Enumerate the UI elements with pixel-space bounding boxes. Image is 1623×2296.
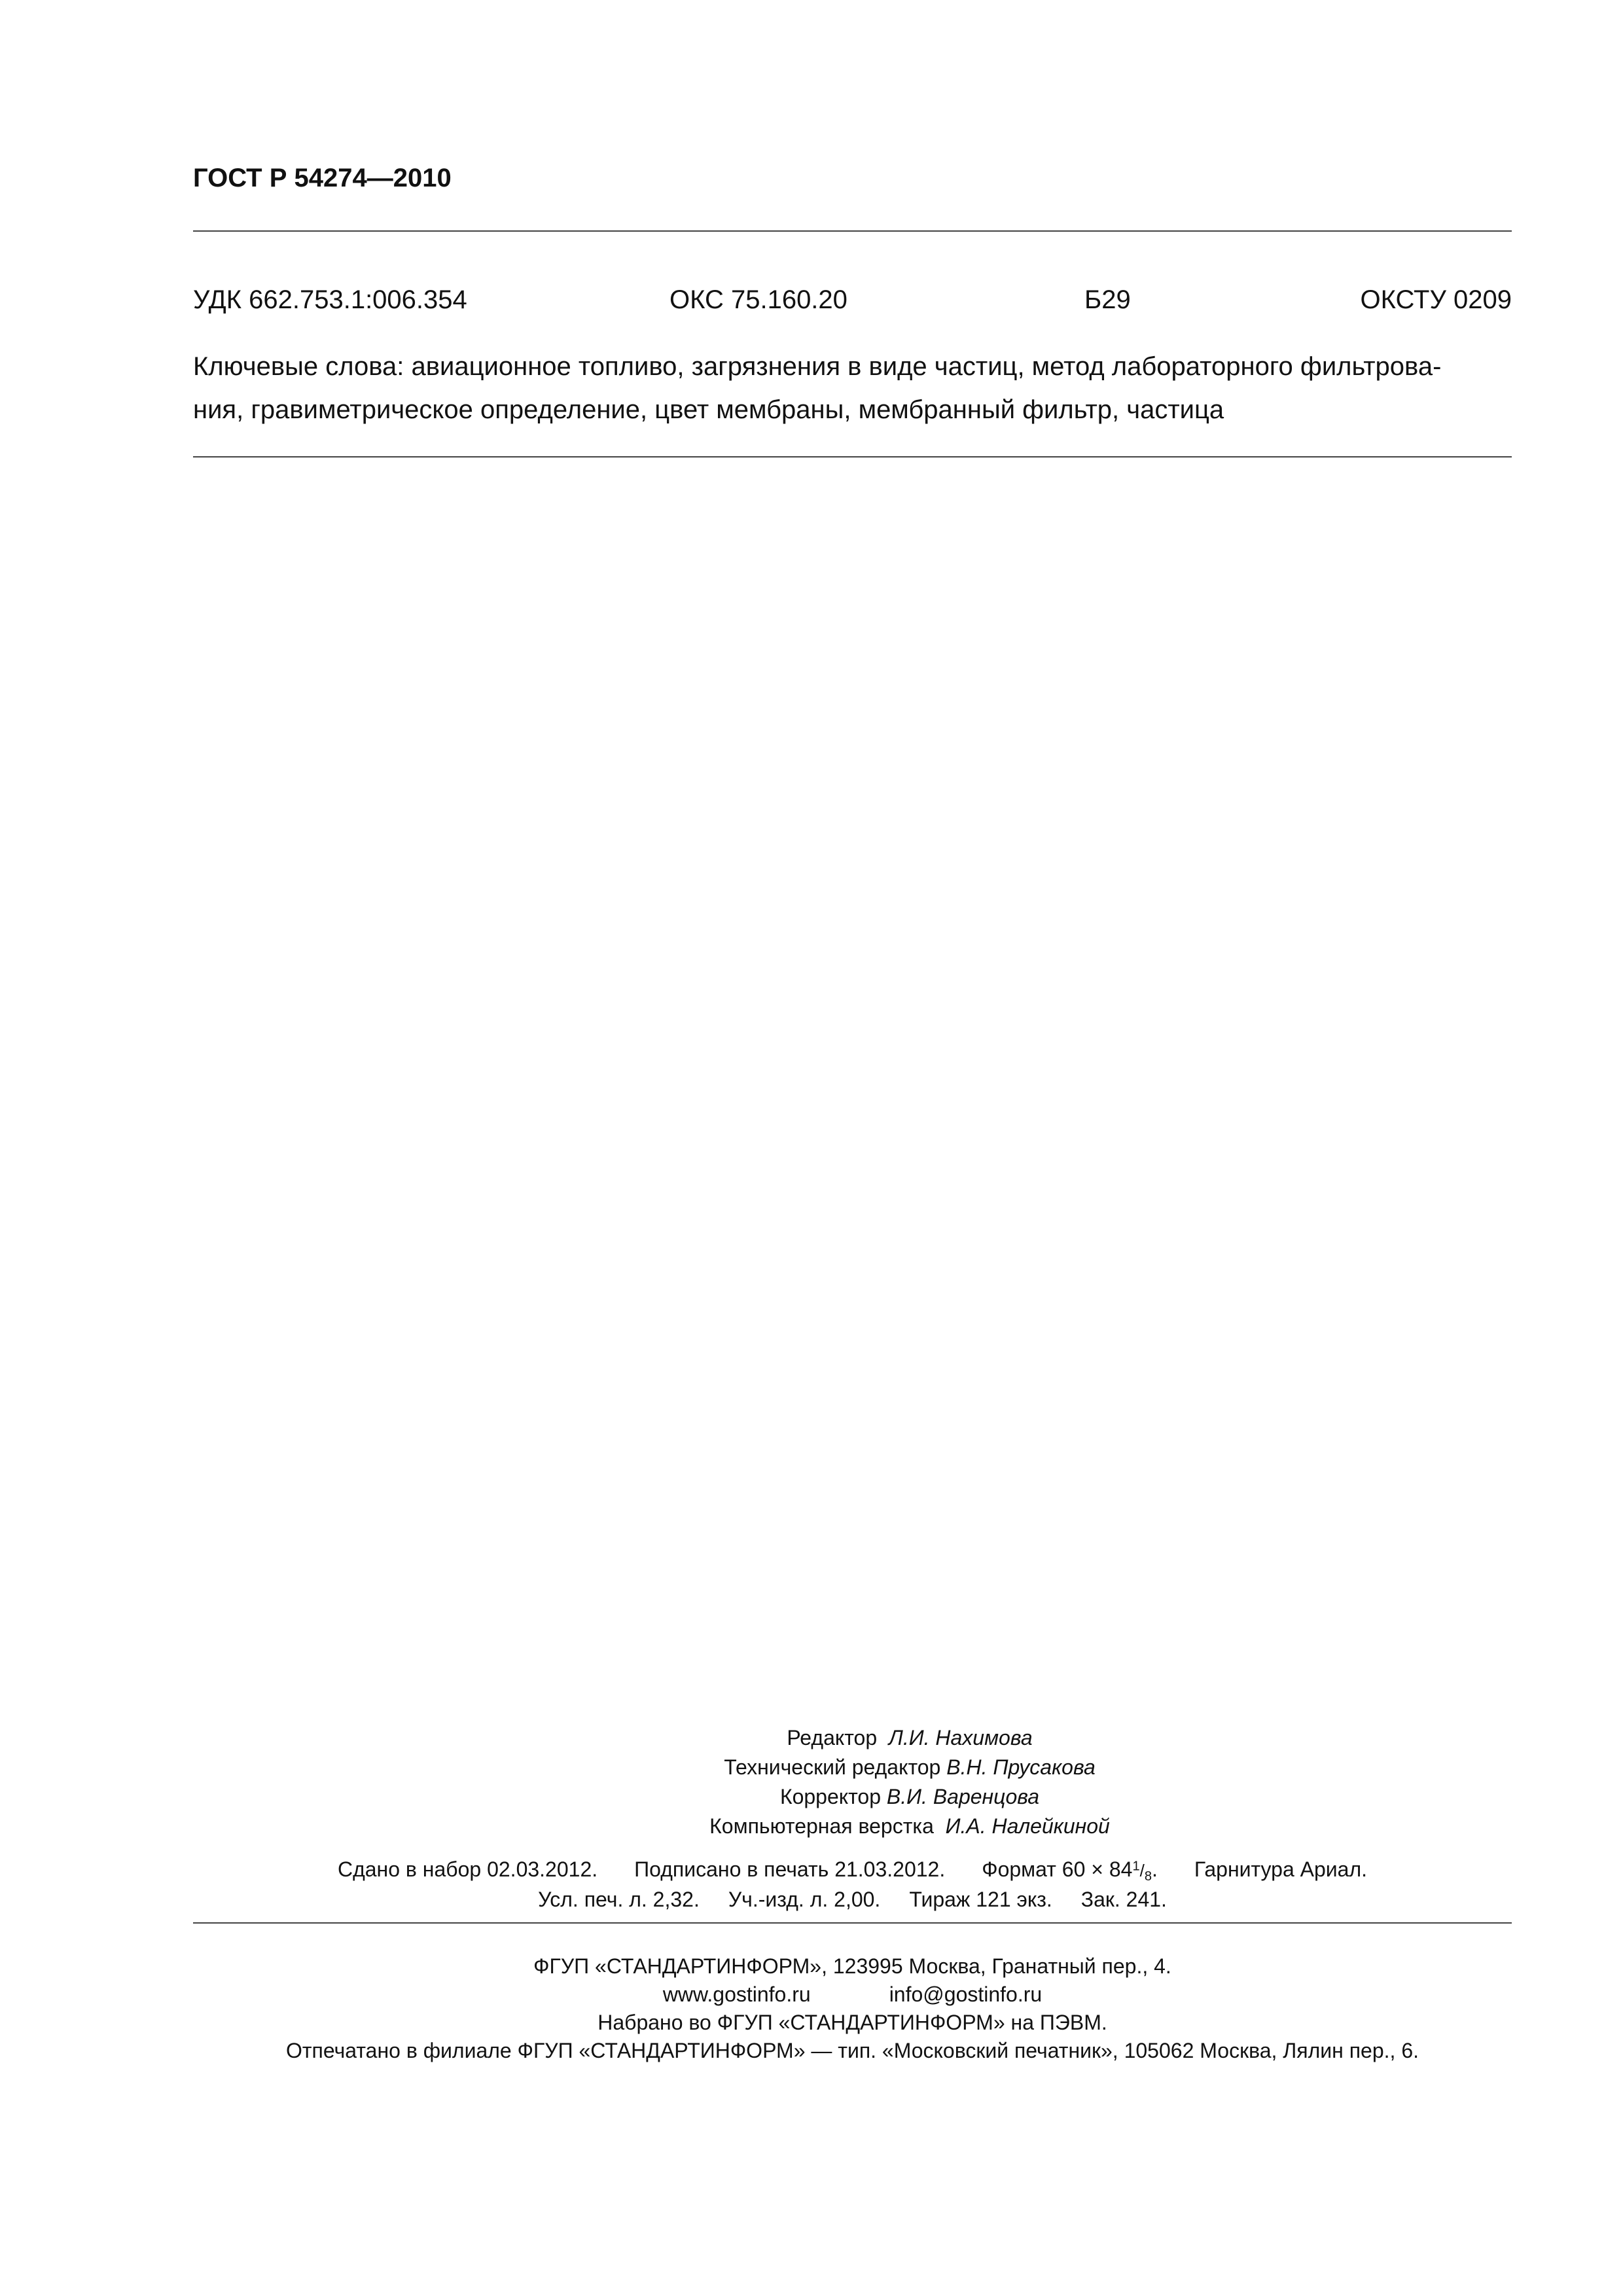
- keywords-divider: [193, 456, 1512, 457]
- print-info-line-1: [193, 1855, 1512, 1885]
- publisher-divider: [193, 1922, 1512, 1924]
- submitted-date: Сдано в набор 02.03.2012.: [337, 1857, 598, 1881]
- keywords-line-2: ния, гравиметрическое определение, цвет мембраны, мембранный фильтр, частица: [193, 395, 1224, 424]
- keywords-block: [193, 345, 1515, 431]
- okstu-code: ОКСТУ 0209: [1360, 285, 1512, 314]
- publisher-block: [193, 1952, 1512, 2065]
- order-number: Зак. 241.: [1080, 1888, 1167, 1911]
- publisher-address: ФГУП «СТАНДАРТИНФОРМ», 123995 Москва, Гранатный пер., 4.: [533, 1954, 1171, 1978]
- publisher-sheets: Уч.-изд. л. 2,00.: [728, 1888, 881, 1911]
- credits-block: [193, 1723, 1512, 1841]
- group-code: Б29: [1084, 285, 1131, 314]
- classification-row: [193, 281, 1512, 318]
- credit-role: Корректор: [779, 1785, 882, 1808]
- publisher-website: www.gostinfo.ru: [662, 1982, 811, 2006]
- credit-name: В.И. Варенцова: [886, 1785, 1040, 1808]
- circulation: Тираж 121 экз.: [909, 1888, 1052, 1911]
- signed-date: Подписано в печать 21.03.2012.: [634, 1857, 946, 1881]
- top-divider: [193, 230, 1512, 232]
- credit-role: Технический редактор: [724, 1755, 941, 1779]
- keywords-line-1: Ключевые слова: авиационное топливо, загрязнения в виде частиц, метод лабораторного фильтрова-: [193, 352, 1442, 381]
- credit-name: В.Н. Прусакова: [946, 1755, 1096, 1779]
- credit-tech-editor: [193, 1753, 1512, 1782]
- print-info-line-2: [193, 1885, 1512, 1914]
- oks-code: ОКС 75.160.20: [669, 285, 847, 314]
- credit-name: И.А. Налейкиной: [945, 1814, 1110, 1838]
- credit-name: Л.И. Нахимова: [888, 1726, 1033, 1749]
- typeface: Гарнитура Ариал.: [1194, 1857, 1368, 1881]
- typeset-info: Набрано во ФГУП «СТАНДАРТИНФОРМ» на ПЭВМ.: [597, 2011, 1107, 2034]
- printed-info: Отпечатано в филиале ФГУП «СТАНДАРТИНФОРМ» — тип. «Московский печатник», 105062 Москва, Лялин пер., 6.: [285, 2039, 1419, 2062]
- credit-role: Компьютерная верстка: [709, 1814, 934, 1838]
- udk-code: УДК 662.753.1:006.354: [193, 285, 467, 314]
- credit-layout: [193, 1812, 1512, 1841]
- document-number: ГОСТ Р 54274—2010: [193, 164, 452, 192]
- credit-role: Редактор: [787, 1726, 878, 1749]
- publisher-email: info@gostinfo.ru: [889, 1982, 1043, 2006]
- credit-editor: [193, 1723, 1512, 1753]
- publisher-contacts: [193, 1981, 1512, 2009]
- print-info-block: [193, 1855, 1512, 1914]
- credit-corrector: [193, 1782, 1512, 1812]
- printed-sheets: Усл. печ. л. 2,32.: [538, 1888, 700, 1911]
- paper-format: Формат $60 \times 84^1/_8$.: [982, 1857, 1158, 1884]
